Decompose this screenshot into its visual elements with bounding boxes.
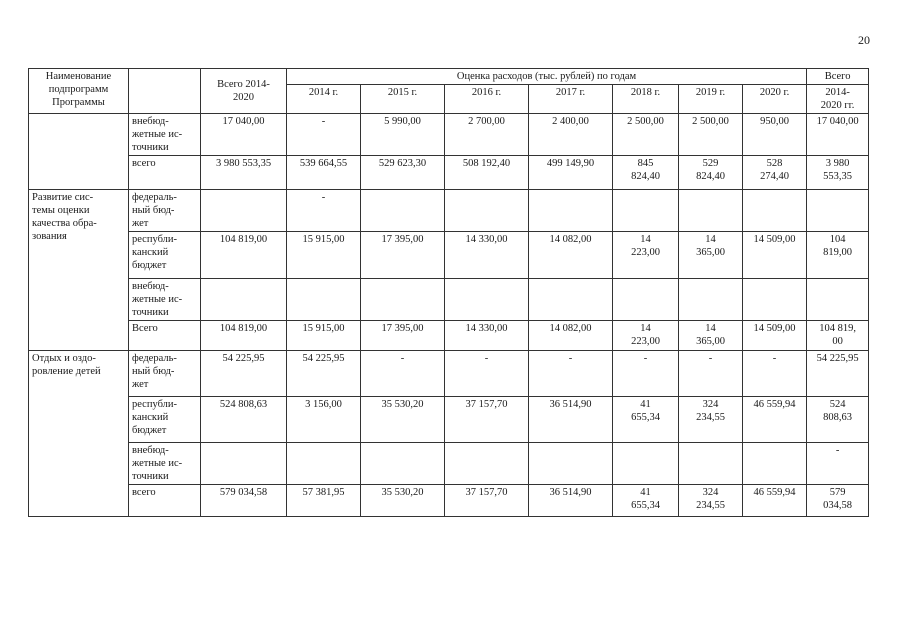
value-cell-total: 104 819,00 [201, 321, 287, 351]
value-cell-total: 54 225,95 [201, 351, 287, 397]
funding-source-cell: федераль- ный бюд- жет [129, 190, 201, 232]
value-cell-y2014 [287, 279, 361, 321]
value-cell-y2020 [743, 279, 807, 321]
value-cell-y2014: - [287, 114, 361, 156]
value-cell-y2019: 14 365,00 [679, 232, 743, 279]
header-estimate: Оценка расходов (тыс. рублей) по годам [287, 69, 807, 85]
value-cell-y2014: 15 915,00 [287, 321, 361, 351]
funding-source-cell: внебюд- жетные ис- точники [129, 279, 201, 321]
table-row [29, 321, 869, 351]
value-cell-y2015 [361, 190, 445, 232]
value-cell-y2020: 14 509,00 [743, 232, 807, 279]
value-cell-y2019: - [679, 351, 743, 397]
value-cell-y2017: 36 514,90 [529, 397, 613, 443]
value-cell-y2015: 17 395,00 [361, 321, 445, 351]
header-program-name: Наименование подпрограмм Программы [29, 69, 129, 114]
value-cell-y2015: - [361, 351, 445, 397]
value-cell-y2018 [613, 279, 679, 321]
header-row-1 [29, 69, 869, 85]
value-cell-y2014: 15 915,00 [287, 232, 361, 279]
header-year-2020: 2020 г. [743, 85, 807, 114]
value-cell-y2020: 528 274,40 [743, 156, 807, 190]
value-cell-grand: 579 034,58 [807, 485, 869, 517]
value-cell-y2014: 3 156,00 [287, 397, 361, 443]
value-cell-total: 17 040,00 [201, 114, 287, 156]
value-cell-y2016 [445, 279, 529, 321]
value-cell-y2015: 529 623,30 [361, 156, 445, 190]
header-year-2014: 2014 г. [287, 85, 361, 114]
value-cell-grand [807, 279, 869, 321]
value-cell-y2017: 2 400,00 [529, 114, 613, 156]
table-row [29, 156, 869, 190]
table-row [29, 190, 869, 232]
header-grand-total: Всего [807, 69, 869, 85]
value-cell-y2015: 5 990,00 [361, 114, 445, 156]
funding-source-cell: внебюд- жетные ис- точники [129, 114, 201, 156]
value-cell-y2018: 14 223,00 [613, 232, 679, 279]
value-cell-y2020: 46 559,94 [743, 397, 807, 443]
value-cell-y2016: - [445, 351, 529, 397]
value-cell-grand: - [807, 443, 869, 485]
value-cell-y2015: 35 530,20 [361, 485, 445, 517]
value-cell-y2017 [529, 279, 613, 321]
value-cell-y2020: - [743, 351, 807, 397]
value-cell-grand [807, 190, 869, 232]
value-cell-total: 3 980 553,35 [201, 156, 287, 190]
funding-source-cell: республи- канский бюджет [129, 232, 201, 279]
header-year-2018: 2018 г. [613, 85, 679, 114]
value-cell-y2016: 14 330,00 [445, 232, 529, 279]
value-cell-y2017: - [529, 351, 613, 397]
table-row [29, 443, 869, 485]
value-cell-y2020: 14 509,00 [743, 321, 807, 351]
value-cell-y2019: 324 234,55 [679, 485, 743, 517]
header-year-2017: 2017 г. [529, 85, 613, 114]
value-cell-y2018: 41 655,34 [613, 397, 679, 443]
header-year-2019: 2019 г. [679, 85, 743, 114]
funding-source-cell: республи- канский бюджет [129, 397, 201, 443]
funding-source-cell: всего [129, 156, 201, 190]
header-source-blank [129, 69, 201, 114]
value-cell-grand: 3 980 553,35 [807, 156, 869, 190]
value-cell-y2019: 14 365,00 [679, 321, 743, 351]
value-cell-y2020 [743, 190, 807, 232]
header-year-2015: 2015 г. [361, 85, 445, 114]
header-year-2016: 2016 г. [445, 85, 529, 114]
program-name-cell: Развитие сис- темы оценки качества обра- зования [29, 190, 129, 351]
value-cell-grand: 104 819,00 [807, 232, 869, 279]
header-total: Всего 2014- 2020 [201, 69, 287, 114]
value-cell-y2016: 508 192,40 [445, 156, 529, 190]
value-cell-grand: 524 808,63 [807, 397, 869, 443]
table-row [29, 397, 869, 443]
value-cell-y2019 [679, 443, 743, 485]
value-cell-total: 104 819,00 [201, 232, 287, 279]
value-cell-y2017 [529, 443, 613, 485]
value-cell-y2018: - [613, 351, 679, 397]
value-cell-grand: 17 040,00 [807, 114, 869, 156]
table-row [29, 485, 869, 517]
value-cell-y2016: 2 700,00 [445, 114, 529, 156]
value-cell-y2019 [679, 279, 743, 321]
value-cell-y2019: 529 824,40 [679, 156, 743, 190]
value-cell-grand: 54 225,95 [807, 351, 869, 397]
value-cell-y2014 [287, 443, 361, 485]
value-cell-y2019: 324 234,55 [679, 397, 743, 443]
table-row [29, 279, 869, 321]
value-cell-y2016: 37 157,70 [445, 485, 529, 517]
value-cell-y2017 [529, 190, 613, 232]
value-cell-y2018: 41 655,34 [613, 485, 679, 517]
value-cell-y2016: 37 157,70 [445, 397, 529, 443]
page-number: 20 [858, 33, 870, 47]
value-cell-y2016 [445, 443, 529, 485]
value-cell-y2017: 14 082,00 [529, 232, 613, 279]
value-cell-total [201, 190, 287, 232]
value-cell-y2015 [361, 443, 445, 485]
value-cell-y2015: 35 530,20 [361, 397, 445, 443]
value-cell-y2020: 46 559,94 [743, 485, 807, 517]
value-cell-y2018 [613, 443, 679, 485]
value-cell-y2016 [445, 190, 529, 232]
value-cell-y2015: 17 395,00 [361, 232, 445, 279]
value-cell-total: 524 808,63 [201, 397, 287, 443]
value-cell-y2016: 14 330,00 [445, 321, 529, 351]
value-cell-y2014: 54 225,95 [287, 351, 361, 397]
table-row [29, 351, 869, 397]
funding-source-cell: всего [129, 485, 201, 517]
value-cell-y2014: 539 664,55 [287, 156, 361, 190]
program-name-cell: Отдых и оздо- ровление детей [29, 351, 129, 517]
value-cell-total: 579 034,58 [201, 485, 287, 517]
table-row [29, 114, 869, 156]
funding-source-cell: федераль- ный бюд- жет [129, 351, 201, 397]
value-cell-y2014: 57 381,95 [287, 485, 361, 517]
value-cell-y2019 [679, 190, 743, 232]
value-cell-total [201, 279, 287, 321]
value-cell-y2020 [743, 443, 807, 485]
funding-source-cell: внебюд- жетные ис- точники [129, 443, 201, 485]
value-cell-y2018: 845 824,40 [613, 156, 679, 190]
value-cell-y2019: 2 500,00 [679, 114, 743, 156]
header-grand-total-years: 2014- 2020 гг. [807, 85, 869, 114]
value-cell-y2018: 14 223,00 [613, 321, 679, 351]
value-cell-y2018 [613, 190, 679, 232]
value-cell-total [201, 443, 287, 485]
value-cell-y2018: 2 500,00 [613, 114, 679, 156]
funding-source-cell: Всего [129, 321, 201, 351]
value-cell-y2017: 36 514,90 [529, 485, 613, 517]
value-cell-y2020: 950,00 [743, 114, 807, 156]
table-row [29, 232, 869, 279]
value-cell-y2015 [361, 279, 445, 321]
value-cell-grand: 104 819, 00 [807, 321, 869, 351]
value-cell-y2014: - [287, 190, 361, 232]
program-name-cell [29, 114, 129, 190]
budget-table [28, 68, 869, 517]
value-cell-y2017: 14 082,00 [529, 321, 613, 351]
value-cell-y2017: 499 149,90 [529, 156, 613, 190]
